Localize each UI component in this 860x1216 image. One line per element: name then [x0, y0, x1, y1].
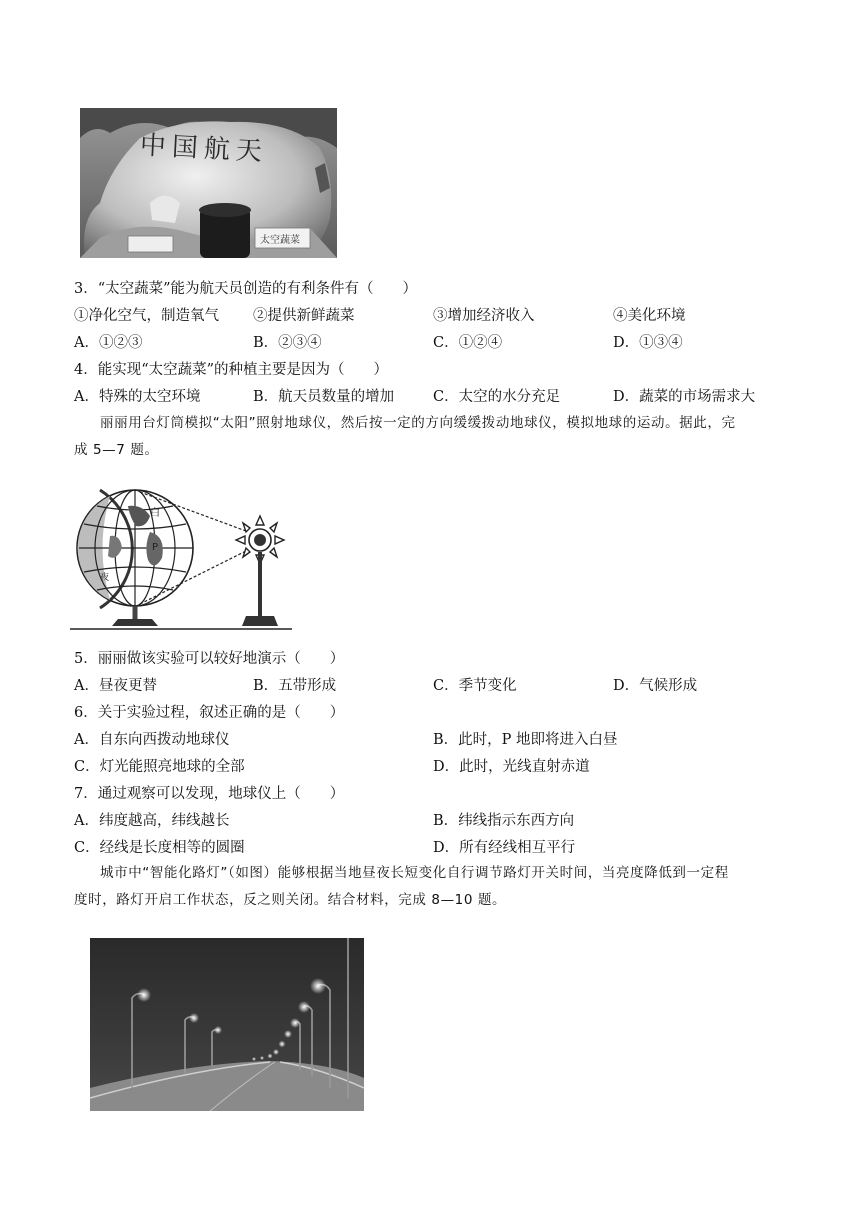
- q4-stem: 4．能实现“太空蔬菜”的种植主要是因为（ ）: [74, 362, 389, 378]
- svg-text:夜: 夜: [100, 573, 110, 583]
- q3-option-c[interactable]: C．①②④: [433, 335, 503, 351]
- q7-option-b[interactable]: B．纬线指示东西方向: [433, 813, 575, 829]
- stone-inscription: 中国航天: [139, 130, 269, 168]
- q5-stem: 5．丽丽做该实验可以较好地演示（ ）: [74, 651, 345, 667]
- globe-lamp-diagram: [70, 476, 295, 634]
- q6-option-b[interactable]: B．此时，P 地即将进入白昼: [433, 732, 618, 748]
- q4-option-c[interactable]: C．太空的水分充足: [433, 389, 561, 405]
- q6-option-d[interactable]: D．此时，光线直射赤道: [433, 759, 590, 775]
- q3-item-3: ③增加经济收入: [433, 308, 535, 324]
- q5-option-d[interactable]: D．气候形成: [613, 678, 698, 694]
- q7-option-a[interactable]: A．纬度越高，纬线越长: [74, 813, 230, 829]
- q5-option-a[interactable]: A．昼夜更替: [74, 678, 157, 694]
- q3-stem: 3．“太空蔬菜”能为航天员创造的有利条件有（ ）: [74, 281, 418, 297]
- passage-streetlight-line2: 度时，路灯开启工作状态，反之则关闭。结合材料，完成 8—10 题。: [74, 892, 507, 908]
- q5-option-b[interactable]: B．五带形成: [253, 678, 337, 694]
- passage-streetlight: [74, 860, 794, 914]
- q3-item-1: ①净化空气，制造氧气: [74, 308, 219, 324]
- q3-option-b[interactable]: B．②③④: [253, 335, 322, 351]
- q4-option-d[interactable]: D．蔬菜的市场需求大: [613, 389, 756, 405]
- passage-globe-line2: 成 5—7 题。: [74, 442, 159, 458]
- q3-item-2: ②提供新鲜蔬菜: [253, 308, 355, 324]
- q3-item-4: ④美化环境: [613, 308, 686, 324]
- q7-stem: 7．通过观察可以发现，地球仪上（ ）: [74, 786, 345, 802]
- q7-option-d[interactable]: D．所有经线相互平行: [433, 840, 576, 856]
- q6-option-c[interactable]: C．灯光能照亮地球的全部: [74, 759, 245, 775]
- passage-globe: [74, 410, 794, 464]
- passage-streetlight-line1: 城市中“智能化路灯”（如图）能够根据当地昼夜长短变化自行调节路灯开关时间，当亮度降低到一定程: [100, 865, 729, 881]
- q4-option-a[interactable]: A．特殊的太空环境: [74, 389, 201, 405]
- passage-globe-line1: 丽丽用台灯筒模拟“太阳”照射地球仪，然后按一定的方向缓缓拨动地球仪，模拟地球的运动。据此，完: [100, 415, 736, 431]
- q5-option-c[interactable]: C．季节变化: [433, 678, 517, 694]
- svg-text:白: 白: [150, 508, 160, 519]
- q3-option-d[interactable]: D．①③④: [613, 335, 683, 351]
- q3-option-a[interactable]: A．①②③: [74, 335, 143, 351]
- space-vegetable-photo: [80, 108, 337, 258]
- q6-stem: 6．关于实验过程，叙述正确的是（ ）: [74, 705, 345, 721]
- q7-option-c[interactable]: C．经线是长度相等的圆圈: [74, 840, 245, 856]
- svg-text:P: P: [152, 542, 159, 553]
- q4-option-b[interactable]: B．航天员数量的增加: [253, 389, 395, 405]
- stone-label: 太空蔬菜: [260, 235, 300, 246]
- smart-streetlight-photo: [90, 938, 364, 1111]
- q6-option-a[interactable]: A．自东向西拨动地球仪: [74, 732, 230, 748]
